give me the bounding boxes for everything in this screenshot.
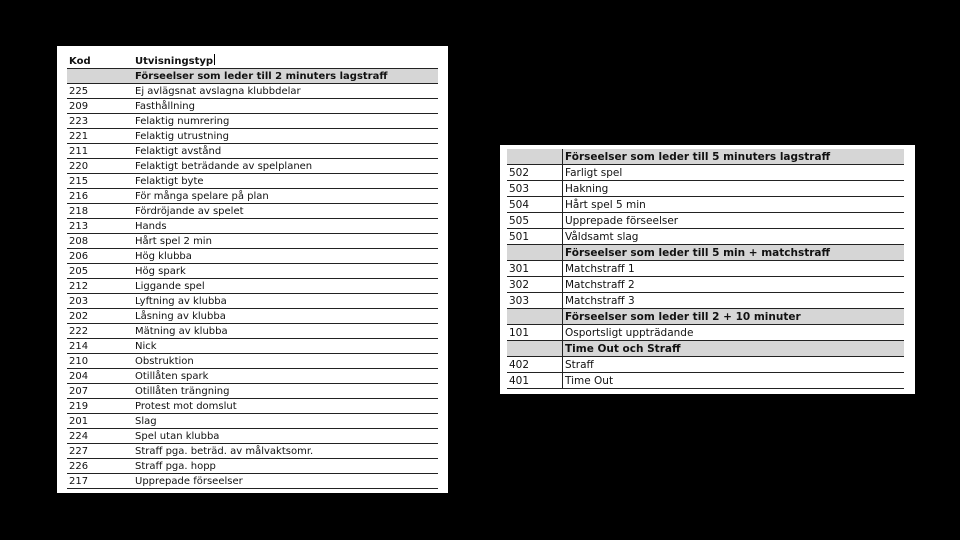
code-cell: 207 xyxy=(67,384,133,399)
code-cell: 504 xyxy=(507,197,563,213)
table-row xyxy=(67,309,438,324)
penalty-label-cell: För många spelare på plan xyxy=(133,189,438,204)
table-row xyxy=(67,234,438,249)
code-cell: 201 xyxy=(67,414,133,429)
penalty-label-cell: Osportsligt uppträdande xyxy=(563,325,905,341)
table-row xyxy=(507,197,904,213)
code-cell: 225 xyxy=(67,84,133,99)
code-cell: 101 xyxy=(507,325,563,341)
text-cursor xyxy=(214,54,215,65)
table-row xyxy=(507,357,904,373)
code-cell: 218 xyxy=(67,204,133,219)
code-cell: 505 xyxy=(507,213,563,229)
penalty-label-cell: Upprepade förseelser xyxy=(133,474,438,489)
section-header-row xyxy=(67,69,438,84)
penalty-label-cell: Otillåten spark xyxy=(133,369,438,384)
right-sheet-image xyxy=(500,145,915,394)
table-row xyxy=(67,114,438,129)
penalty-label-cell: Slag xyxy=(133,414,438,429)
table-row xyxy=(67,249,438,264)
penalty-label-cell: Protest mot domslut xyxy=(133,399,438,414)
code-cell: 301 xyxy=(507,261,563,277)
code-cell: 217 xyxy=(67,474,133,489)
section-title: Förseelser som leder till 5 min + matchstraff xyxy=(563,245,905,261)
table-row xyxy=(67,204,438,219)
code-cell: 222 xyxy=(67,324,133,339)
penalty-label-cell: Mätning av klubba xyxy=(133,324,438,339)
table-row xyxy=(67,129,438,144)
penalty-label-cell: Felaktigt byte xyxy=(133,174,438,189)
code-cell: 213 xyxy=(67,219,133,234)
penalty-label-cell: Straff xyxy=(563,357,905,373)
table-row xyxy=(507,213,904,229)
penalty-label-cell: Hakning xyxy=(563,181,905,197)
penalty-label-cell: Hög spark xyxy=(133,264,438,279)
table-row xyxy=(67,279,438,294)
table-row xyxy=(67,339,438,354)
section-title: Förseelser som leder till 5 minuters lagstraff xyxy=(563,149,905,165)
penalty-label-cell: Spel utan klubba xyxy=(133,429,438,444)
left-sheet-image xyxy=(57,46,448,493)
header-label: Utvisningstyp xyxy=(133,54,438,69)
table-row xyxy=(67,459,438,474)
section-title: Förseelser som leder till 2 + 10 minuter xyxy=(563,309,905,325)
table-row xyxy=(507,293,904,309)
penalty-label-cell: Felaktigt avstånd xyxy=(133,144,438,159)
table-row xyxy=(67,219,438,234)
penalty-label-cell: Felaktigt beträdande av spelplanen xyxy=(133,159,438,174)
code-cell: 203 xyxy=(67,294,133,309)
table-row xyxy=(67,264,438,279)
penalty-label-cell: Farligt spel xyxy=(563,165,905,181)
table-row xyxy=(67,414,438,429)
code-cell: 401 xyxy=(507,373,563,389)
penalty-label-cell: Straff pga. hopp xyxy=(133,459,438,474)
code-cell: 216 xyxy=(67,189,133,204)
table-row xyxy=(67,294,438,309)
left-penalty-table xyxy=(67,54,438,489)
table-row xyxy=(67,99,438,114)
code-cell: 226 xyxy=(67,459,133,474)
penalty-label-cell: Nick xyxy=(133,339,438,354)
table-row xyxy=(67,159,438,174)
table-row xyxy=(67,84,438,99)
table-row xyxy=(67,384,438,399)
code-cell xyxy=(507,341,563,357)
penalty-label-cell: Hög klubba xyxy=(133,249,438,264)
section-title: Time Out och Straff xyxy=(563,341,905,357)
code-cell xyxy=(67,69,133,84)
table-row xyxy=(67,354,438,369)
right-penalty-table xyxy=(507,149,904,389)
penalty-label-cell: Låsning av klubba xyxy=(133,309,438,324)
code-cell xyxy=(507,245,563,261)
table-row xyxy=(67,474,438,489)
code-cell: 212 xyxy=(67,279,133,294)
section-header-row xyxy=(507,341,904,357)
section-header-row xyxy=(507,149,904,165)
section-title: Förseelser som leder till 2 minuters lagstraff xyxy=(133,69,438,84)
table-row xyxy=(67,429,438,444)
code-cell xyxy=(507,309,563,325)
code-cell: 221 xyxy=(67,129,133,144)
code-cell: 223 xyxy=(67,114,133,129)
code-cell: 210 xyxy=(67,354,133,369)
penalty-label-cell: Fasthållning xyxy=(133,99,438,114)
code-cell: 214 xyxy=(67,339,133,354)
code-cell: 208 xyxy=(67,234,133,249)
penalty-label-cell: Time Out xyxy=(563,373,905,389)
table-row xyxy=(67,174,438,189)
penalty-label-cell: Hands xyxy=(133,219,438,234)
section-header-row xyxy=(507,245,904,261)
header-code: Kod xyxy=(67,54,133,69)
table-row xyxy=(67,399,438,414)
code-cell: 501 xyxy=(507,229,563,245)
table-row xyxy=(507,277,904,293)
code-cell: 302 xyxy=(507,277,563,293)
code-cell: 202 xyxy=(67,309,133,324)
code-cell: 219 xyxy=(67,399,133,414)
penalty-label-cell: Felaktig numrering xyxy=(133,114,438,129)
penalty-label-cell: Liggande spel xyxy=(133,279,438,294)
code-cell: 502 xyxy=(507,165,563,181)
penalty-label-cell: Matchstraff 1 xyxy=(563,261,905,277)
code-cell xyxy=(507,149,563,165)
code-cell: 224 xyxy=(67,429,133,444)
table-row xyxy=(507,373,904,389)
penalty-label-cell: Matchstraff 2 xyxy=(563,277,905,293)
code-cell: 206 xyxy=(67,249,133,264)
code-cell: 204 xyxy=(67,369,133,384)
penalty-label-cell: Ej avlägsnat avslagna klubbdelar xyxy=(133,84,438,99)
penalty-label-cell: Fördröjande av spelet xyxy=(133,204,438,219)
code-cell: 303 xyxy=(507,293,563,309)
code-cell: 227 xyxy=(67,444,133,459)
table-row xyxy=(67,189,438,204)
table-row xyxy=(507,261,904,277)
penalty-label-cell: Upprepade förseelser xyxy=(563,213,905,229)
table-row xyxy=(67,144,438,159)
table-row xyxy=(67,369,438,384)
penalty-label-cell: Lyftning av klubba xyxy=(133,294,438,309)
penalty-label-cell: Felaktig utrustning xyxy=(133,129,438,144)
penalty-label-cell: Hårt spel 2 min xyxy=(133,234,438,249)
table-row xyxy=(67,444,438,459)
penalty-label-cell: Våldsamt slag xyxy=(563,229,905,245)
penalty-label-cell: Obstruktion xyxy=(133,354,438,369)
code-cell: 209 xyxy=(67,99,133,114)
table-row xyxy=(507,325,904,341)
table-row xyxy=(507,165,904,181)
code-cell: 220 xyxy=(67,159,133,174)
penalty-label-cell: Straff pga. beträd. av målvaktsomr. xyxy=(133,444,438,459)
table-row xyxy=(507,229,904,245)
code-cell: 402 xyxy=(507,357,563,373)
penalty-label-cell: Hårt spel 5 min xyxy=(563,197,905,213)
penalty-label-cell: Matchstraff 3 xyxy=(563,293,905,309)
code-cell: 215 xyxy=(67,174,133,189)
penalty-label-cell: Otillåten trängning xyxy=(133,384,438,399)
table-row xyxy=(507,181,904,197)
table-row xyxy=(67,324,438,339)
code-cell: 211 xyxy=(67,144,133,159)
code-cell: 205 xyxy=(67,264,133,279)
section-header-row xyxy=(507,309,904,325)
code-cell: 503 xyxy=(507,181,563,197)
table-header-row xyxy=(67,54,438,69)
